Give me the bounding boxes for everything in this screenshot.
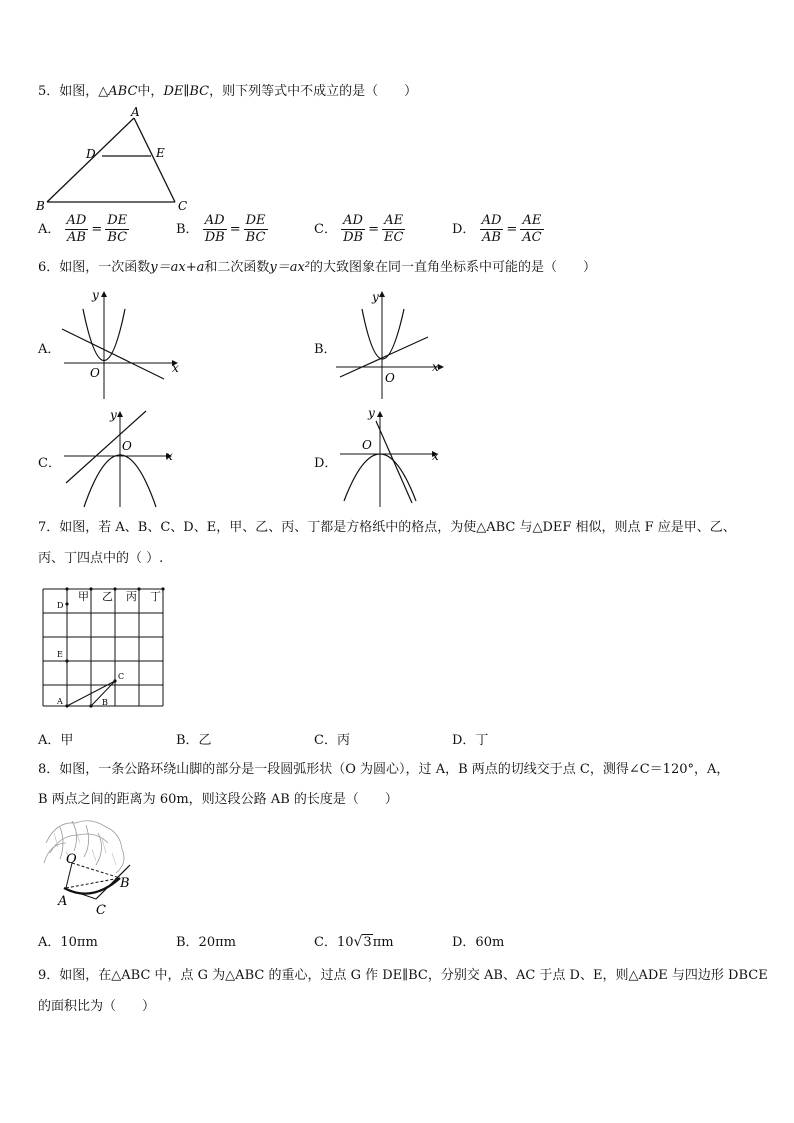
svg-text:x: x [432, 449, 439, 463]
q7-option-a[interactable]: A．甲 [38, 733, 74, 748]
q8-option-a[interactable]: A．10πm [38, 935, 98, 950]
svg-text:y: y [92, 288, 99, 302]
q6-graph-d[interactable] [332, 405, 467, 510]
svg-text:A: A [57, 697, 63, 706]
label-E: E [156, 146, 165, 160]
svg-text:B: B [120, 876, 130, 891]
label-B: B [36, 199, 45, 213]
q8-option-c[interactable]: C．10√3πm [314, 934, 394, 950]
q8-stem-line1: 8．如图，一条公路环绕山脚的部分是一段圆弧形状（O 为圆心），过 A，B 两点的切线交于点 C，测得∠C＝120°，A， [38, 762, 730, 777]
q7-stem-line1: 7．如图，若 A、B、C、D、E，甲、乙、丙、丁都是方格纸中的格点，为使△ABC 与△DEF 相似，则点 F 应是甲、乙、 [38, 520, 736, 535]
q7-grid-figure [38, 584, 178, 710]
q5-option-d[interactable]: D． $\frac{AD}{AB}$ = $\frac{AE}{AC}$ [452, 213, 542, 245]
q7-option-d[interactable]: D．丁 [452, 733, 489, 748]
svg-text:C: C [96, 903, 106, 918]
svg-text:O: O [385, 371, 395, 385]
q6-option-c-label[interactable]: C． [38, 456, 61, 471]
svg-text:E: E [57, 650, 63, 659]
svg-text:丙: 丙 [126, 590, 137, 603]
q9-stem-line2: 的面积比为（ ） [38, 999, 156, 1014]
svg-text:乙: 乙 [102, 590, 113, 603]
svg-text:O: O [66, 852, 77, 867]
q6-graph-b[interactable] [332, 287, 467, 402]
label-A: A [131, 105, 140, 119]
q6-option-b-label[interactable]: B． [314, 342, 337, 357]
svg-text:B: B [102, 698, 108, 707]
q9-stem-line1: 9．如图，在△ABC 中，点 G 为△ABC 的重心，过点 G 作 DE∥BC，分别交 AB、AC 于点 D、E，则△ADE 与四边形 DBCE [38, 968, 768, 983]
svg-text:A: A [58, 894, 68, 909]
q8-option-b[interactable]: B．20πm [176, 935, 236, 950]
q7-option-b[interactable]: B．乙 [176, 733, 212, 748]
q6-stem: 6．如图，一次函数y＝ax+a和二次函数y＝ax²的大致图象在同一直角坐标系中可能的是（ ） [38, 260, 597, 275]
q6-option-a-label[interactable]: A． [38, 342, 61, 357]
svg-text:y: y [368, 406, 375, 420]
svg-text:C: C [118, 672, 125, 681]
q8-stem-line2: B 两点之间的距离为 60m，则这段公路 AB 的长度是（ ） [38, 792, 398, 807]
svg-text:O: O [122, 439, 132, 453]
q8-option-d[interactable]: D．60m [452, 935, 505, 950]
svg-text:y: y [110, 408, 117, 422]
q6-option-d-label[interactable]: D． [314, 456, 338, 471]
q6-graph-c[interactable] [56, 405, 196, 510]
svg-text:D: D [57, 601, 64, 610]
q5-stem: 5．如图，△ABC中，DE∥BC，则下列等式中不成立的是（ ） [38, 84, 418, 99]
q5-option-a[interactable]: A． $\frac{AD}{AB}$ = $\frac{DE}{BC}$ [38, 213, 128, 245]
q7-stem-line2: 丙、丁四点中的（ ）. [38, 551, 164, 566]
q7-option-c[interactable]: C．丙 [314, 733, 350, 748]
q5-triangle-figure [30, 104, 190, 214]
svg-text:x: x [172, 361, 179, 375]
svg-text:O: O [362, 438, 372, 452]
label-C: C [178, 199, 188, 213]
q8-road-figure [36, 813, 146, 918]
q5-option-b[interactable]: B． $\frac{AD}{DB}$ = $\frac{DE}{BC}$ [176, 213, 266, 245]
svg-text:y: y [372, 290, 379, 304]
label-D: D [86, 147, 96, 161]
svg-text:丁: 丁 [150, 590, 161, 603]
svg-text:甲: 甲 [78, 590, 89, 603]
svg-text:O: O [90, 366, 100, 380]
svg-text:x: x [166, 449, 173, 463]
q5-option-c[interactable]: C． $\frac{AD}{DB}$ = $\frac{AE}{EC}$ [314, 213, 404, 245]
q6-graph-a[interactable] [56, 287, 186, 402]
svg-text:x: x [432, 360, 439, 374]
